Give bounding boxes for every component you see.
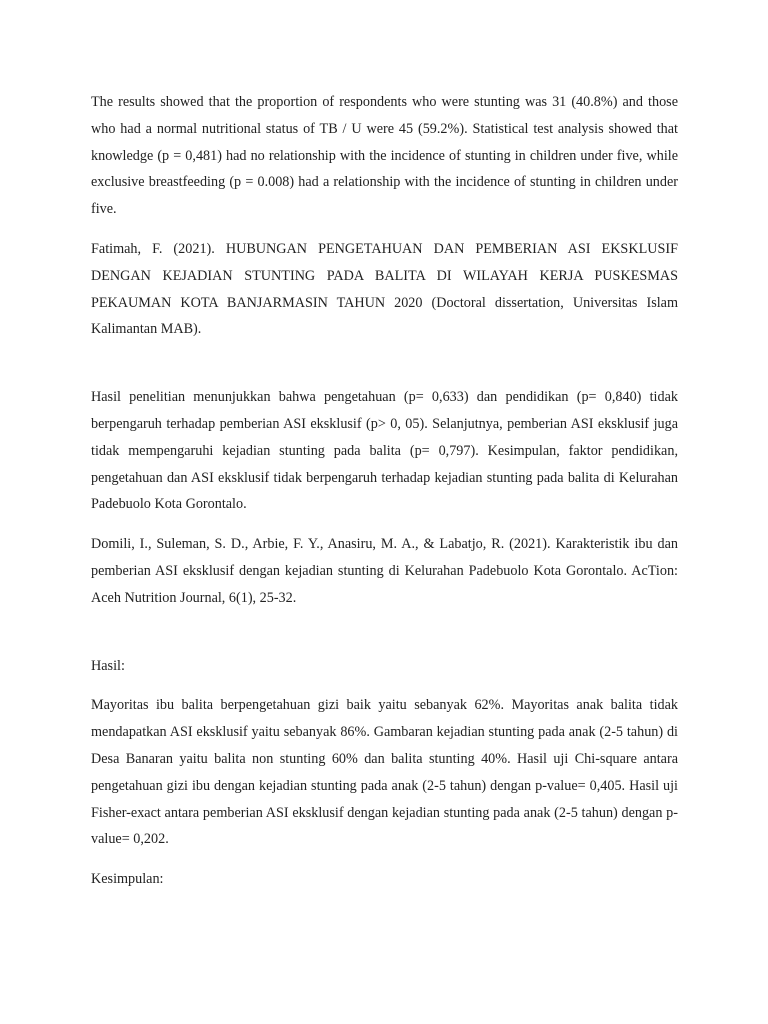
paragraph-results-english: The results showed that the proportion of respondents who were stunting was 31 (40.8%) and those who had a normal nutritional status of TB / U were 45 (59.2%). Statistical test analysis showed that knowledge (p = 0,481) had no relationship with the incidence of stunting in children under five, while exclusive breastfeeding (p = 0.008) had a relationship with the incidence of stunting in children under five. (91, 94, 678, 218)
heading-hasil: Hasil: (91, 657, 125, 674)
reference-domili: Domili, I., Suleman, S. D., Arbie, F. Y., Anasiru, M. A., & Labatjo, R. (2021). Karakteristik ibu dan pemberian ASI eksklusif dengan kejadian stunting di Kelurahan Padebuolo Kota Gorontalo. AcTion: Aceh Nutrition Journal, 6(1), 25-32. (91, 536, 678, 606)
document-page (91, 89, 678, 906)
paragraph-hasil-penelitian: Hasil penelitian menunjukkan bahwa pengetahuan (p= 0,633) dan pendidikan (p= 0,840) tidak berpengaruh terhadap pemberian ASI eksklusif (p> 0, 05). Selanjutnya, pemberian ASI eksklusif juga tidak mempengaruhi kejadian stunting pada balita (p= 0,797). Kesimpulan, faktor pendidikan, pengetahuan dan ASI eksklusif tidak berpengaruh terhadap kejadian stunting pada balita di Kelurahan Padebuolo Kota Gorontalo. (91, 389, 678, 513)
heading-kesimpulan: Kesimpulan: (91, 871, 164, 888)
paragraph-mayoritas: Mayoritas ibu balita berpengetahuan gizi baik yaitu sebanyak 62%. Mayoritas anak balita tidak mendapatkan ASI eksklusif yaitu sebanyak 86%. Gambaran kejadian stunting pada anak (2-5 tahun) di Desa Banaran yaitu balita non stunting 60% dan balita stunting 40%. Hasil uji Chi-square antara pengetahuan gizi ibu dengan kejadian stunting pada anak (2-5 tahun) dengan p-value= 0,405. Hasil uji Fisher-exact antara pemberian ASI eksklusif dengan kejadian stunting pada anak (2-5 tahun) dengan p-value= 0,202. (91, 697, 678, 848)
reference-fatimah: Fatimah, F. (2021). HUBUNGAN PENGETAHUAN DAN PEMBERIAN ASI EKSKLUSIF DENGAN KEJADIAN STUNTING PADA BALITA DI WILAYAH KERJA PUSKESMAS PEKAUMAN KOTA BANJARMASIN TAHUN 2020 (Doctoral dissertation, Universitas Islam Kalimantan MAB). (91, 240, 678, 338)
